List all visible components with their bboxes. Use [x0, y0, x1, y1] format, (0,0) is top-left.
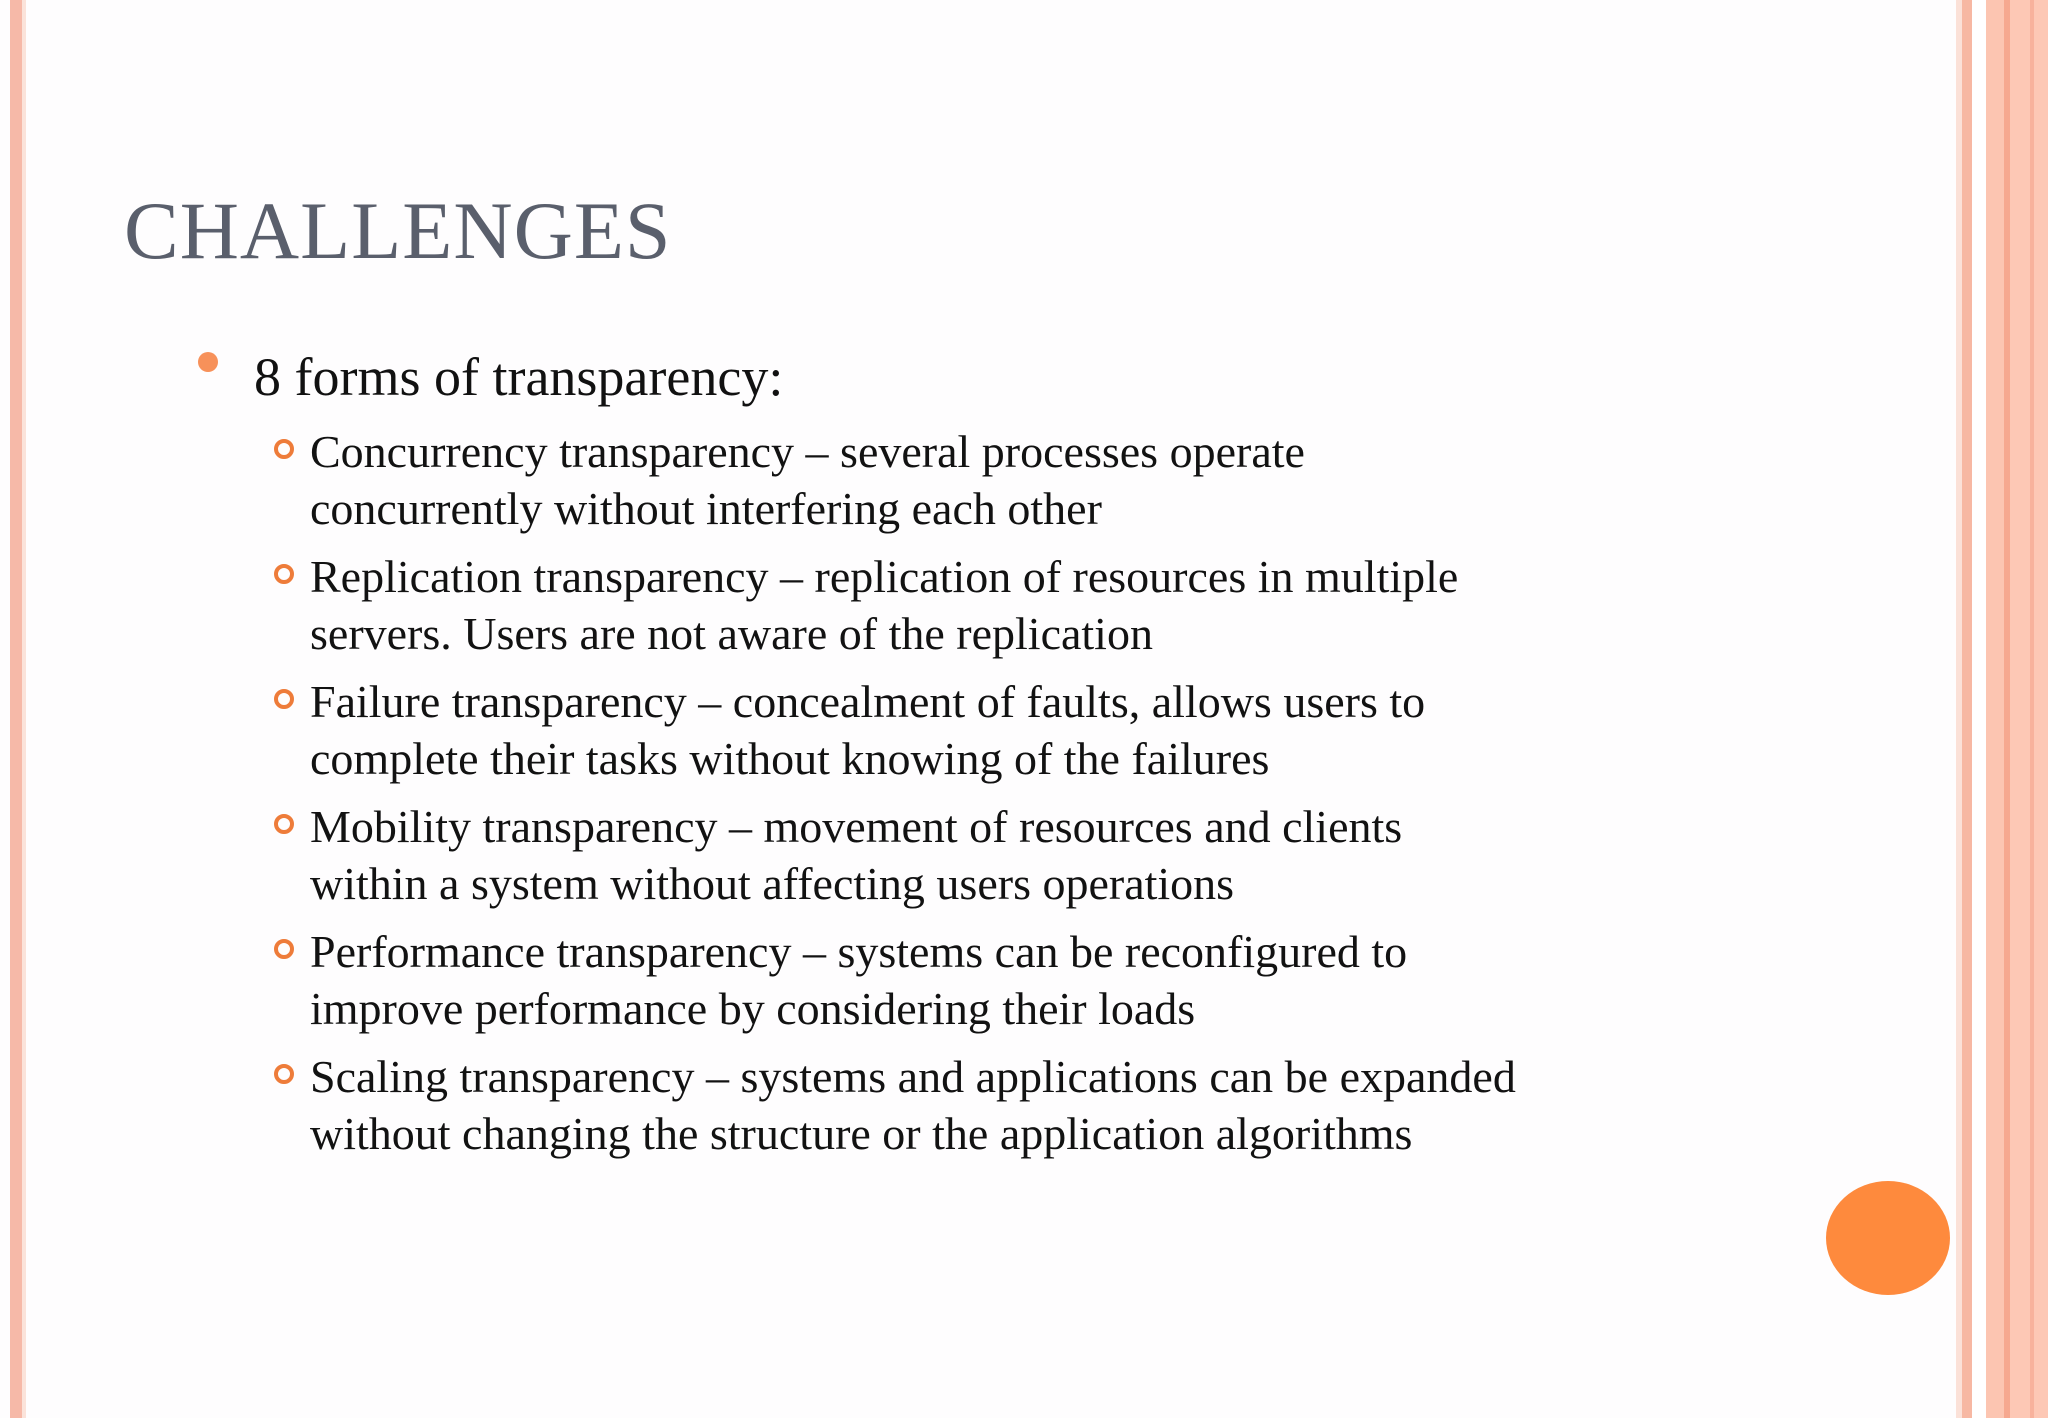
sub-bullet-line: Replication transparency – replication of resources in multiple — [310, 551, 1459, 602]
sub-bullet-text — [310, 798, 1770, 912]
sub-bullet-line: without changing the structure or the application algorithms — [310, 1108, 1413, 1159]
right-decorative-stripe — [1972, 0, 1986, 1418]
ring-bullet-icon — [274, 564, 294, 584]
bullet-dot-icon — [198, 352, 218, 372]
ring-bullet-icon — [274, 939, 294, 959]
sub-bullet-line: Performance transparency – systems can be reconfigured to — [310, 926, 1408, 977]
slide-title: CHALLENGES — [124, 185, 672, 276]
sub-bullet-line: Concurrency transparency – several processes operate — [310, 426, 1305, 477]
right-decorative-stripe — [2030, 0, 2034, 1418]
sub-bullet-line: within a system without affecting users operations — [310, 858, 1235, 909]
ring-bullet-icon — [274, 1064, 294, 1084]
ring-bullet-icon — [274, 689, 294, 709]
ring-bullet-icon — [274, 439, 294, 459]
sub-bullet-line: complete their tasks without knowing of the failures — [310, 733, 1270, 784]
sub-bullet-line: Scaling transparency – systems and applications can be expanded — [310, 1051, 1516, 1102]
sub-bullet-text — [310, 1048, 1770, 1162]
left-decorative-stripe — [10, 0, 22, 1418]
left-decorative-stripe-inner — [22, 0, 26, 1418]
right-decorative-stripe — [1986, 0, 2004, 1418]
right-decorative-stripe — [2010, 0, 2048, 1418]
sub-bullet-line: Failure transparency – concealment of faults, allows users to — [310, 676, 1426, 727]
sub-bullet-text — [310, 923, 1770, 1037]
orange-circle-decoration — [1826, 1181, 1950, 1295]
sub-bullet-text — [310, 548, 1770, 662]
sub-bullet-line: servers. Users are not aware of the replication — [310, 608, 1153, 659]
sub-bullet-text — [310, 423, 1770, 537]
sub-bullet-line: concurrently without interfering each other — [310, 483, 1102, 534]
ring-bullet-icon — [274, 814, 294, 834]
sub-bullet-line: improve performance by considering their loads — [310, 983, 1196, 1034]
right-decorative-stripe — [1962, 0, 1972, 1418]
bullet-text: 8 forms of transparency: — [254, 347, 784, 407]
sub-bullet-text — [310, 673, 1770, 787]
sub-bullet-line: Mobility transparency – movement of resources and clients — [310, 801, 1403, 852]
